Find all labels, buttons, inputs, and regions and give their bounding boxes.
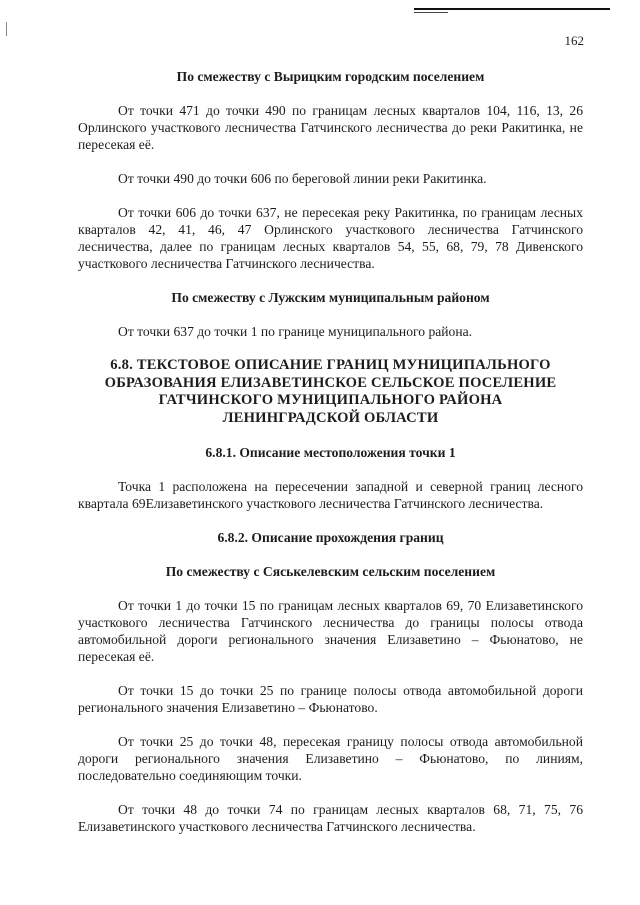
paragraph: От точки 471 до точки 490 по границам лесных кварталов 104, 116, 13, 26 Орлинского участкового лесничества Гатчинского лесничества до реки Ракитинка, не пересекая её. xyxy=(78,103,583,152)
document-body xyxy=(78,68,583,835)
paragraph: От точки 25 до точки 48, пересекая границу полосы отвода автомобильной дороги регионального значения Елизаветино – Фьюнатово, по линиям, последовательно соединяющим точки. xyxy=(78,734,583,783)
chapter-title-line: 6.8. ТЕКСТОВОЕ ОПИСАНИЕ ГРАНИЦ МУНИЦИПАЛЬНОГО xyxy=(110,357,551,373)
subsection-heading-6-8-1: 6.8.1. Описание местоположения точки 1 xyxy=(205,445,456,460)
scan-line-top-short xyxy=(414,12,448,13)
section-heading-syaskelevo: По смежеству с Сяськелевским сельским поселением xyxy=(165,564,496,579)
paragraph: От точки 637 до точки 1 по границе муниципального района. xyxy=(118,324,473,339)
section-heading-luga: По смежеству с Лужским муниципальным районом xyxy=(171,290,490,305)
paragraph: От точки 15 до точки 25 по границе полосы отвода автомобильной дороги регионального значения Елизаветино – Фьюнатово. xyxy=(78,683,583,715)
paragraph: От точки 490 до точки 606 по береговой линии реки Ракитинка. xyxy=(118,171,487,186)
paragraph: От точки 1 до точки 15 по границам лесных кварталов 69, 70 Елизаветинского участкового лесничества Гатчинского лесничества до границы полосы отвода автомобильной дороги регионального значения Елизаветино – Фьюнатово, не пересекая её. xyxy=(78,598,583,664)
chapter-title-line: ОБРАЗОВАНИЯ ЕЛИЗАВЕТИНСКОЕ СЕЛЬСКОЕ ПОСЕЛЕНИЕ xyxy=(104,374,557,391)
subsection-heading-6-8-2: 6.8.2. Описание прохождения границ xyxy=(217,530,444,545)
paragraph: От точки 48 до точки 74 по границам лесных кварталов 68, 71, 75, 76 Елизаветинского участкового лесничества Гатчинского лесничества. xyxy=(78,802,583,834)
chapter-title xyxy=(78,357,583,427)
chapter-title-line: ГАТЧИНСКОГО МУНИЦИПАЛЬНОГО РАЙОНА xyxy=(158,392,503,408)
chapter-title-line: ЛЕНИНГРАДСКОЙ ОБЛАСТИ xyxy=(222,409,439,426)
scan-line-top xyxy=(414,8,610,10)
section-heading-vyritsa: По смежеству с Вырицким городским поселением xyxy=(176,69,485,84)
scan-mark-left xyxy=(6,22,7,36)
page-number: 162 xyxy=(564,33,584,48)
paragraph: От точки 606 до точки 637, не пересекая реку Ракитинка, по границам лесных кварталов 42, 41, 46, 47 Орлинского участкового лесничества Гатчинского лесничества, далее по границам лесных кварталов 54, 55, 68, 79, 78 Дивенского участкового лесничества Гатчинского лесничества. xyxy=(78,205,583,271)
paragraph: Точка 1 расположена на пересечении западной и северной границ лесного квартала 69Елизаветинского участкового лесничества Гатчинского лесничества. xyxy=(78,479,583,511)
